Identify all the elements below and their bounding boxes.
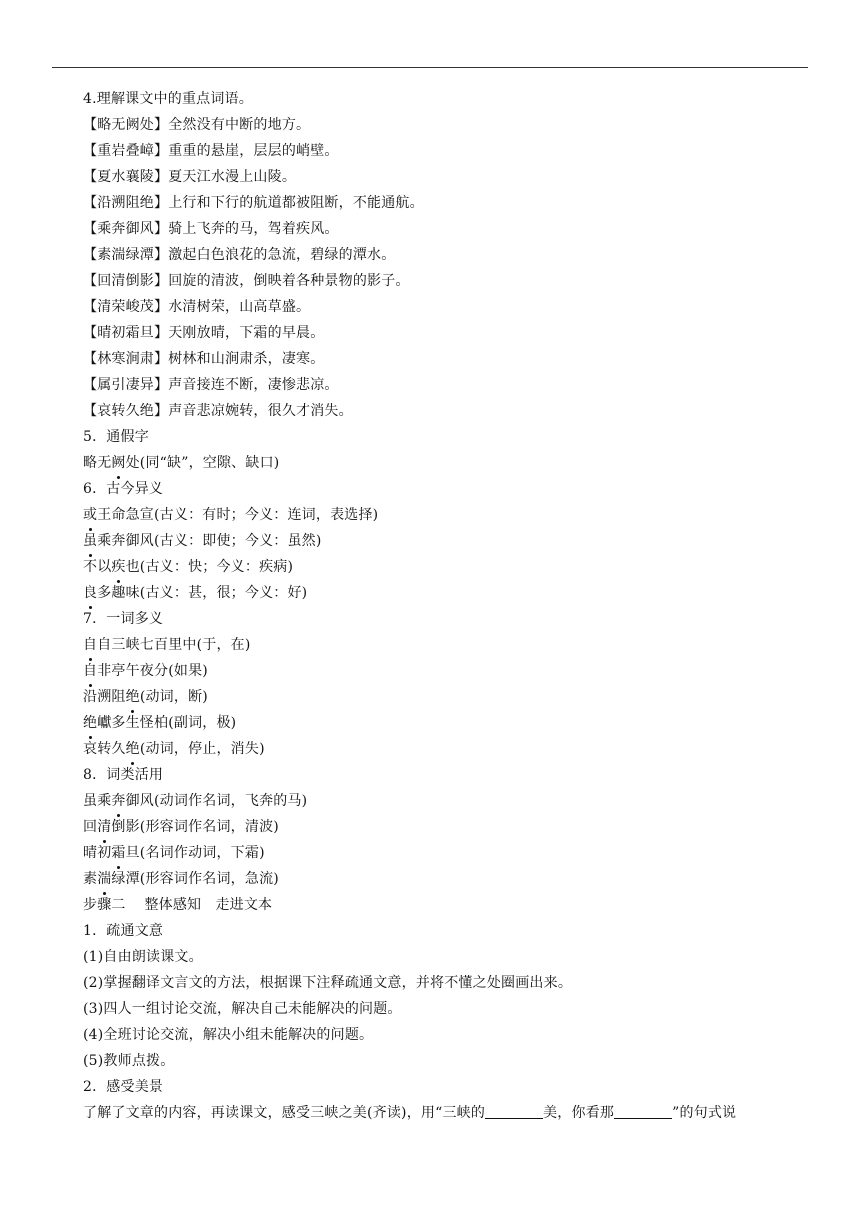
closing-sentence: 了解了文章的内容，再读课文，感受三峡之美(齐读)，用“三峡的 美，你看那 ”的句式说 (83, 1105, 737, 1121)
emphasis-char: 或 (83, 502, 97, 528)
fill-blank (485, 1104, 543, 1119)
section-heading-huoyong: 8．词类活用 (83, 767, 164, 783)
emphasis-char: 绝 (126, 684, 140, 710)
emphasis-char: 良 (83, 580, 97, 606)
vocab-item: 【哀转久绝】声音悲凉婉转，很久才消失。 (83, 403, 353, 419)
emphasis-char: 奔 (111, 788, 125, 814)
vocab-item: 【属引凄异】声音接连不断，凄惨悲凉。 (83, 377, 339, 393)
emphasis-char: 霜 (111, 840, 125, 866)
vocab-item: 【略无阙处】全然没有中断的地方。 (83, 117, 311, 133)
gujin-item: 虽乘奔御风(古义：即使；今义：虽然) (83, 528, 813, 554)
tongjia-item: 略无阙处(同“缺”，空隙、缺口) (83, 450, 813, 476)
gujin-item: 或王命急宣(古义：有时；今义：连词，表选择) (83, 502, 813, 528)
huoyong-item: 晴初霜旦(名词作动词，下霜) (83, 840, 813, 866)
step-item: (4)全班讨论交流，解决小组未能解决的问题。 (83, 1027, 374, 1043)
gujin-item: 不以疾也(古义：快；今义：疾病) (83, 554, 813, 580)
section-heading-duoyi: 7．一词多义 (83, 611, 164, 627)
vocab-item: 【清荣峻茂】水清树荣，山高草盛。 (83, 299, 311, 315)
emphasis-char: 清 (97, 814, 111, 840)
step-item: (2)掌握翻译文言文的方法，根据课下注释疏通文意，并将不懂之处圈画出来。 (83, 975, 573, 991)
vocab-item: 【沿溯阻绝】上行和下行的航道都被阻断，不能通航。 (83, 195, 424, 211)
section-heading-vocab: 4.理解课文中的重点词语。 (83, 91, 253, 107)
emphasis-char: 阙 (111, 450, 125, 476)
header-rule (52, 67, 808, 68)
section-heading-tongjia: 5．通假字 (83, 429, 149, 445)
document-body (83, 86, 813, 1126)
vocab-item: 【林寒涧肃】树林和山涧肃杀，凄寒。 (83, 351, 325, 367)
huoyong-item: 素湍绿潭(形容词作名词，急流) (83, 866, 813, 892)
emphasis-char: 疾 (111, 554, 125, 580)
emphasis-char: 湍 (97, 866, 111, 892)
step-item: (5)教师点拨。 (83, 1053, 175, 1069)
vocab-item: 【夏水襄陵】夏天江水漫上山陵。 (83, 169, 297, 185)
emphasis-char: 自 (83, 658, 97, 684)
duoyi-item: 哀转久绝(动词，停止，消失) (83, 736, 813, 762)
subheading-shutong: 1．疏通文意 (83, 923, 164, 939)
duoyi-item: 自非亭午夜分(如果) (83, 658, 813, 684)
huoyong-item: 虽乘奔御风(动词作名词，飞奔的马) (83, 788, 813, 814)
huoyong-item: 回清倒影(形容词作名词，清波) (83, 814, 813, 840)
emphasis-char: 自 (83, 632, 97, 658)
vocab-item: 【晴初霜旦】天刚放晴，下霜的早晨。 (83, 325, 325, 341)
step-item: (1)自由朗读课文。 (83, 949, 203, 965)
emphasis-char: 虽 (83, 528, 97, 554)
fill-blank (614, 1104, 672, 1119)
vocab-item: 【素湍绿潭】激起白色浪花的急流，碧绿的潭水。 (83, 247, 396, 263)
emphasis-char: 绝 (126, 736, 140, 762)
step-item: (3)四人一组讨论交流，解决自己未能解决的问题。 (83, 1001, 402, 1017)
vocab-item: 【乘奔御风】骑上飞奔的马，驾着疾风。 (83, 221, 339, 237)
vocab-item: 【重岩叠嶂】重重的悬崖，层层的峭壁。 (83, 143, 339, 159)
emphasis-char: 绝 (83, 710, 97, 736)
duoyi-item: 自自三峡七百里中(于，在) (83, 632, 813, 658)
section-heading-step2: 步骤二 整体感知 走进文本 (83, 897, 273, 913)
duoyi-item: 沿溯阻绝(动词，断) (83, 684, 813, 710)
duoyi-item: 绝巘多生怪柏(副词，极) (83, 710, 813, 736)
subheading-meijing: 2．感受美景 (83, 1079, 164, 1095)
section-heading-gujin: 6．古今异义 (83, 481, 164, 497)
vocab-item: 【回清倒影】回旋的清波，倒映着各种景物的影子。 (83, 273, 410, 289)
gujin-item: 良多趣味(古义：甚，很；今义：好) (83, 580, 813, 606)
